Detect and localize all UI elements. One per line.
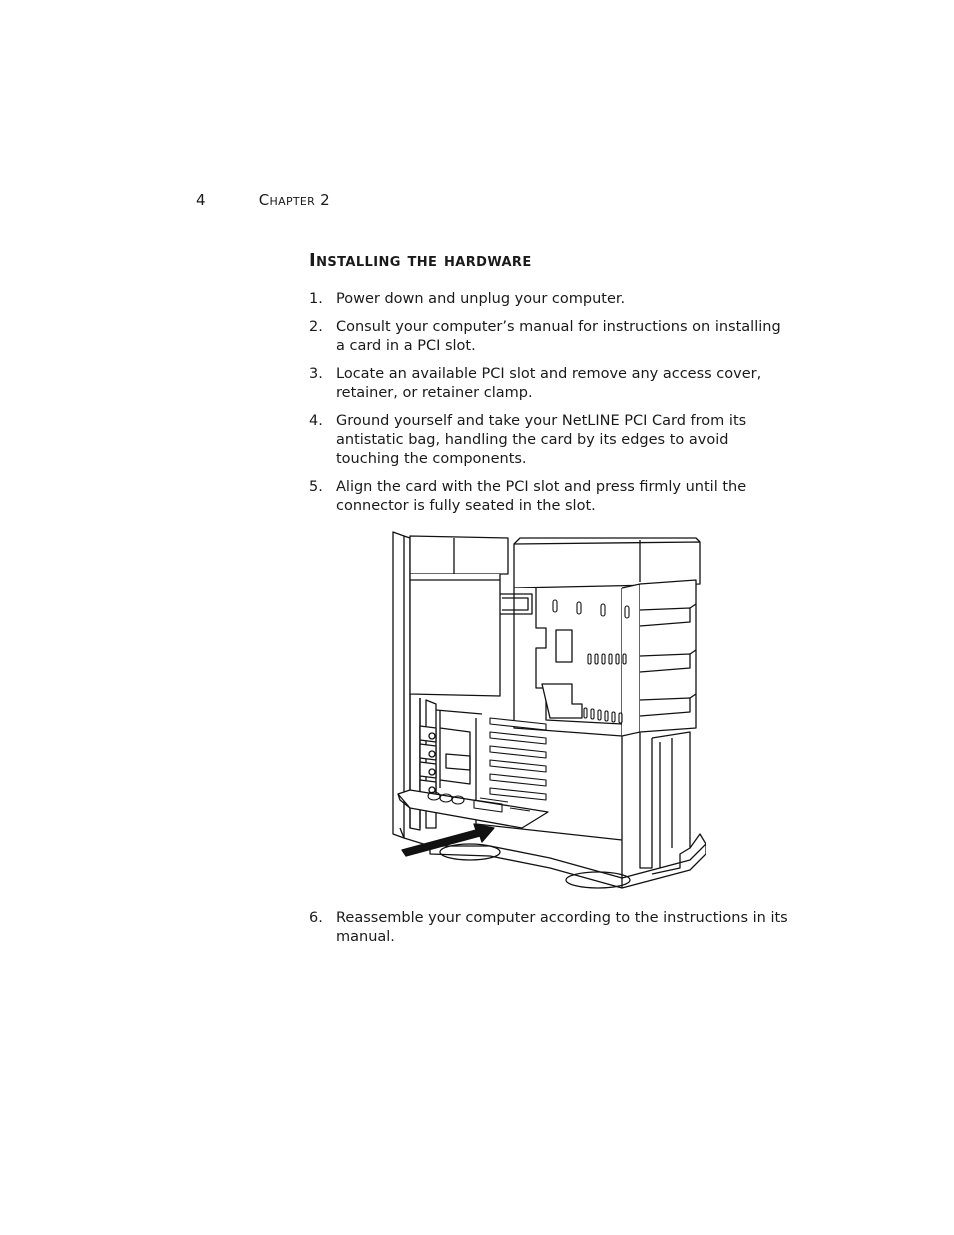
steps-list	[309, 290, 789, 525]
step-number: 2.	[309, 319, 323, 335]
step-number: 4.	[309, 413, 323, 429]
step-number: 5.	[309, 479, 323, 495]
step-item	[309, 365, 789, 403]
step-text: Consult your computer’s manual for instructions on installing a card in a PCI slot.	[336, 319, 781, 354]
pci-card-installation-illustration	[390, 528, 706, 894]
step-text: Align the card with the PCI slot and press firmly until the connector is fully seated in the slot.	[336, 479, 747, 514]
step-item	[309, 909, 789, 947]
step-item	[309, 290, 789, 309]
step-text: Reassemble your computer according to the instructions in its manual.	[336, 910, 788, 945]
step-text: Ground yourself and take your NetLINE PCI Card from its antistatic bag, handling the card by its edges to avoid touching the components.	[336, 413, 747, 467]
step-item	[309, 412, 789, 469]
step-item	[309, 478, 789, 516]
step-number: 3.	[309, 366, 323, 382]
section-title: Installing the hardware	[309, 250, 532, 271]
page-number: 4	[196, 191, 206, 209]
chapter-label: Chapter 2	[258, 191, 331, 209]
step-item	[309, 318, 789, 356]
running-head	[196, 191, 330, 209]
step-number: 6.	[309, 910, 323, 926]
step-number: 1.	[309, 291, 323, 307]
step-text: Locate an available PCI slot and remove any access cover, retainer, or retainer clamp.	[336, 366, 762, 401]
step-text: Power down and unplug your computer.	[336, 291, 626, 307]
steps-list-continued	[309, 909, 789, 956]
